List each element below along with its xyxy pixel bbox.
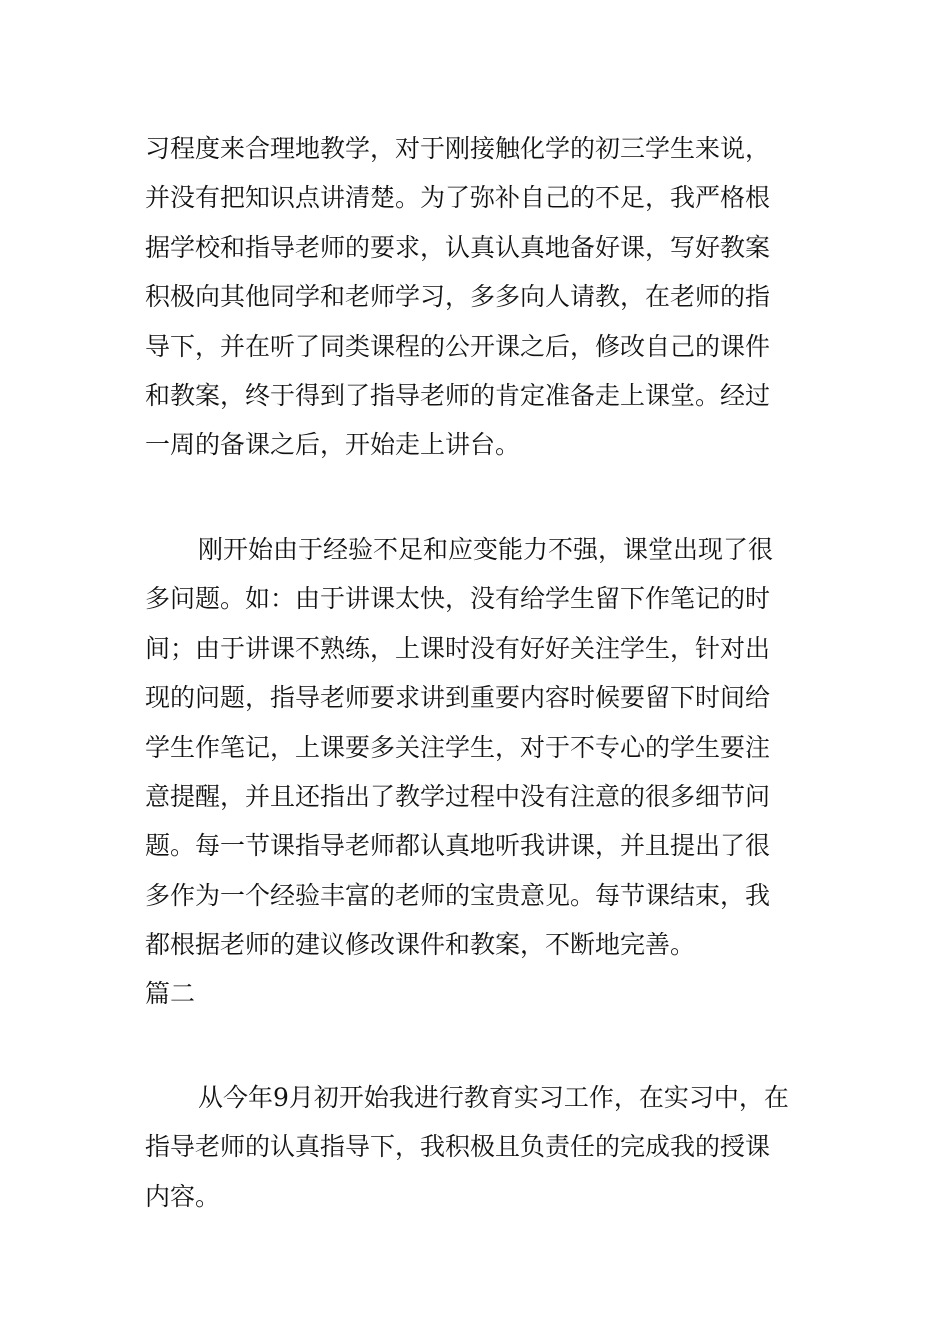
text-line: 多作为一个经验丰富的老师的宝贵意见。每节课结束，我: [145, 880, 771, 910]
section-heading: [145, 969, 810, 1018]
text-line: 刚开始由于经验不足和应变能力不强，课堂出现了很: [198, 535, 774, 564]
text-line: 和教案，终于得到了指导老师的肯定准备走上课堂。经过: [145, 381, 771, 411]
text-line: 从今年9月初开始我进行教育实习工作，在实习中，在: [198, 1083, 789, 1112]
text-line: 导下，并在听了同类课程的公开课之后，修改自己的课件: [145, 331, 771, 361]
text-line: 据学校和指导老师的要求，认真认真地备好课，写好教案: [145, 232, 771, 262]
text-line: 并没有把知识点讲清楚。为了弥补自己的不足，我严格根: [145, 183, 771, 213]
text-line: 意提醒，并且还指出了教学过程中没有注意的很多细节问: [145, 782, 771, 812]
text-line: 都根据老师的建议修改课件和教案，不断地完善。: [145, 930, 696, 960]
text-line: 指导老师的认真指导下，我积极且负责任的完成我的授课: [145, 1132, 771, 1162]
section-heading-text: 篇二: [145, 979, 196, 1008]
text-line: 间；由于讲课不熟练，上课时没有好好关注学生，针对出: [145, 633, 771, 663]
text-line: 积极向其他同学和老师学习，多多向人请教，在老师的指: [145, 282, 771, 312]
text-line: 内容。: [145, 1181, 221, 1211]
text-line: 多问题。如：由于讲课太快，没有给学生留下作笔记的时: [145, 584, 771, 614]
text-line: 现的问题，指导老师要求讲到重要内容时候要留下时间给: [145, 683, 771, 713]
text-line: 学生作笔记，上课要多关注学生，对于不专心的学生要注: [145, 732, 771, 762]
text-line: 题。每一节课指导老师都认真地听我讲课，并且提出了很: [145, 831, 771, 861]
paragraph-1: [145, 124, 810, 470]
text-line: 习程度来合理地教学，对于刚接触化学的初三学生来说，: [145, 134, 771, 163]
paragraph-2: [145, 525, 810, 970]
paragraph-3: [145, 1073, 810, 1221]
text-line: 一周的备课之后，开始走上讲台。: [145, 430, 521, 460]
